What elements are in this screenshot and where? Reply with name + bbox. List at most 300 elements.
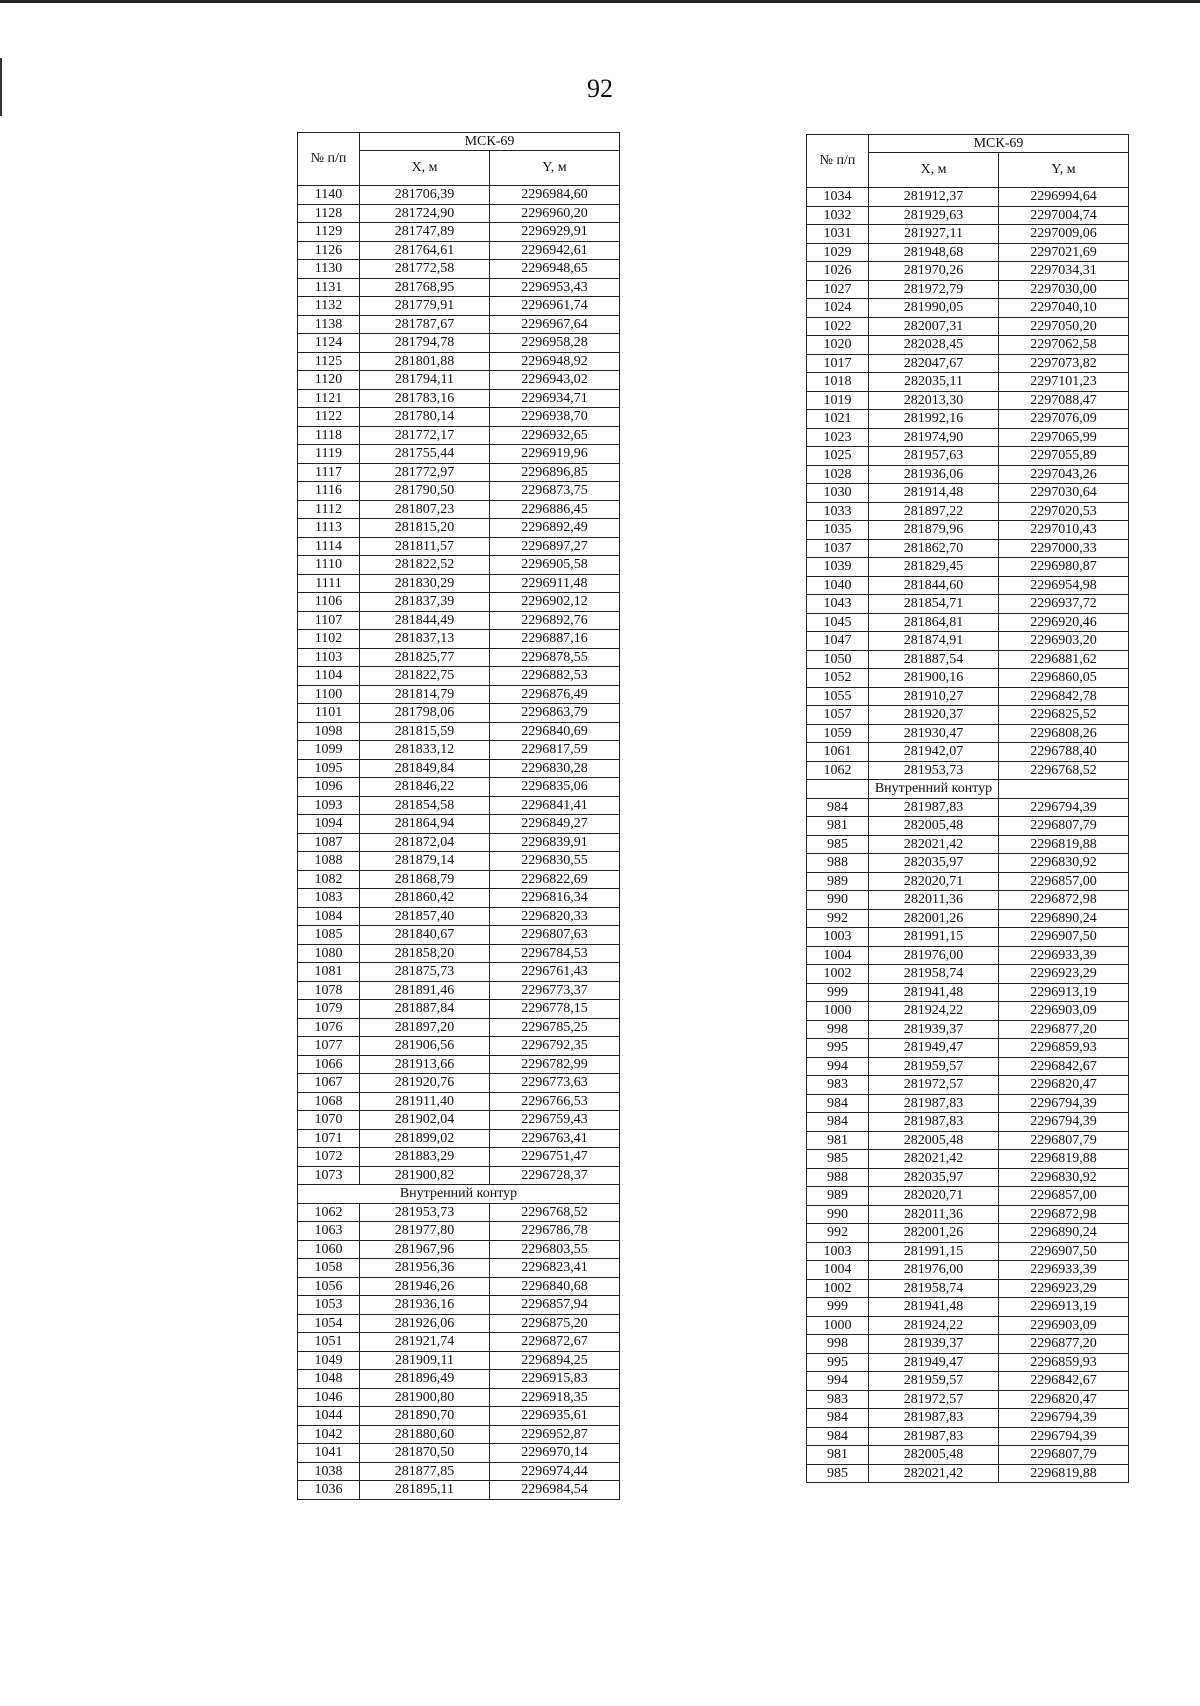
point-number: 1002	[807, 965, 869, 984]
y-coordinate: 2296785,25	[490, 1018, 620, 1037]
x-coordinate: 281844,60	[869, 576, 999, 595]
point-number: 1066	[298, 1055, 360, 1074]
y-coordinate: 2297065,99	[999, 428, 1129, 447]
y-coordinate: 2296984,60	[490, 186, 620, 205]
table-row	[807, 1316, 1129, 1335]
x-coordinate: 282035,97	[869, 1168, 999, 1187]
x-coordinate: 281991,15	[869, 928, 999, 947]
x-coordinate: 281946,26	[360, 1277, 490, 1296]
x-coordinate: 281927,11	[869, 225, 999, 244]
point-number: 981	[807, 1446, 869, 1465]
x-coordinate: 281860,42	[360, 889, 490, 908]
point-number: 988	[807, 854, 869, 873]
table-row	[298, 1055, 620, 1074]
x-coordinate: 281854,71	[869, 595, 999, 614]
table-row	[807, 410, 1129, 429]
x-coordinate: 281790,50	[360, 482, 490, 501]
y-coordinate: 2296835,06	[490, 778, 620, 797]
point-number: 1043	[807, 595, 869, 614]
point-number: 1095	[298, 759, 360, 778]
section-row	[807, 780, 1129, 799]
x-coordinate: 281877,85	[360, 1462, 490, 1481]
table-row	[807, 1113, 1129, 1132]
y-coordinate: 2296948,92	[490, 352, 620, 371]
table-row	[298, 778, 620, 797]
x-coordinate: 282021,42	[869, 1464, 999, 1483]
y-coordinate: 2297030,64	[999, 484, 1129, 503]
table-row	[807, 687, 1129, 706]
page-number: 92	[587, 74, 613, 103]
y-coordinate: 2297000,33	[999, 539, 1129, 558]
header-y: Y, м	[490, 151, 620, 186]
x-coordinate: 281858,20	[360, 944, 490, 963]
point-number: 1079	[298, 1000, 360, 1019]
y-coordinate: 2296841,41	[490, 796, 620, 815]
point-number: 1130	[298, 260, 360, 279]
table-row	[298, 1277, 620, 1296]
point-number: 1024	[807, 299, 869, 318]
point-number: 1118	[298, 426, 360, 445]
table-row	[807, 1409, 1129, 1428]
x-coordinate: 281921,74	[360, 1333, 490, 1352]
table-row	[807, 706, 1129, 725]
point-number: 983	[807, 1390, 869, 1409]
x-coordinate: 281794,11	[360, 371, 490, 390]
table-row	[298, 1037, 620, 1056]
point-number: 1117	[298, 463, 360, 482]
point-number: 1126	[298, 241, 360, 260]
table-row	[807, 650, 1129, 669]
y-coordinate: 2296923,29	[999, 965, 1129, 984]
table-row	[298, 630, 620, 649]
table-row	[298, 1222, 620, 1241]
y-coordinate: 2297040,10	[999, 299, 1129, 318]
x-coordinate: 281883,29	[360, 1148, 490, 1167]
table-row	[807, 946, 1129, 965]
point-number: 990	[807, 1205, 869, 1224]
y-coordinate: 2296819,88	[999, 1150, 1129, 1169]
point-number: 995	[807, 1353, 869, 1372]
x-coordinate: 281972,79	[869, 280, 999, 299]
y-coordinate: 2296892,49	[490, 519, 620, 538]
table-row	[298, 1333, 620, 1352]
x-coordinate: 281924,22	[869, 1316, 999, 1335]
y-coordinate: 2296875,20	[490, 1314, 620, 1333]
table-row	[807, 539, 1129, 558]
x-coordinate: 281880,60	[360, 1425, 490, 1444]
y-coordinate: 2296980,87	[999, 558, 1129, 577]
x-coordinate: 282011,36	[869, 891, 999, 910]
point-number: 1119	[298, 445, 360, 464]
point-number: 1082	[298, 870, 360, 889]
point-number: 1038	[298, 1462, 360, 1481]
x-coordinate: 281780,14	[360, 408, 490, 427]
point-number: 1004	[807, 1261, 869, 1280]
table-row	[807, 798, 1129, 817]
x-coordinate: 281879,96	[869, 521, 999, 540]
table-row	[298, 1407, 620, 1426]
x-coordinate: 281787,67	[360, 315, 490, 334]
point-number: 1029	[807, 243, 869, 262]
y-coordinate: 2296913,19	[999, 983, 1129, 1002]
header-system: МСК-69	[360, 133, 620, 151]
x-coordinate: 281772,17	[360, 426, 490, 445]
header-x: X, м	[869, 153, 999, 188]
point-number: 1034	[807, 188, 869, 207]
table-row	[298, 1000, 620, 1019]
y-coordinate: 2296842,67	[999, 1057, 1129, 1076]
table-row	[298, 1388, 620, 1407]
y-coordinate: 2296961,74	[490, 297, 620, 316]
y-coordinate: 2296792,35	[490, 1037, 620, 1056]
point-number: 1057	[807, 706, 869, 725]
table-row	[298, 1462, 620, 1481]
table-row	[807, 854, 1129, 873]
x-coordinate: 281959,57	[869, 1057, 999, 1076]
table-row	[298, 870, 620, 889]
y-coordinate: 2296882,53	[490, 667, 620, 686]
y-coordinate: 2296911,48	[490, 574, 620, 593]
table-row	[298, 648, 620, 667]
table-row	[298, 1351, 620, 1370]
table-row	[807, 1372, 1129, 1391]
point-number: 989	[807, 1187, 869, 1206]
point-number: 999	[807, 983, 869, 1002]
y-coordinate: 2296816,34	[490, 889, 620, 908]
table-row	[298, 722, 620, 741]
y-coordinate: 2296942,61	[490, 241, 620, 260]
y-coordinate: 2296768,52	[490, 1203, 620, 1222]
point-number: 1021	[807, 410, 869, 429]
y-coordinate: 2296823,41	[490, 1259, 620, 1278]
point-number: 1030	[807, 484, 869, 503]
point-number: 983	[807, 1076, 869, 1095]
x-coordinate: 282005,48	[869, 1131, 999, 1150]
y-coordinate: 2296860,05	[999, 669, 1129, 688]
table-row	[298, 537, 620, 556]
point-number: 1110	[298, 556, 360, 575]
y-coordinate: 2296890,24	[999, 909, 1129, 928]
point-number: 1004	[807, 946, 869, 965]
point-number: 1059	[807, 724, 869, 743]
y-coordinate: 2296820,47	[999, 1390, 1129, 1409]
x-coordinate: 281987,83	[869, 1427, 999, 1446]
table-row	[298, 1166, 620, 1185]
table-row	[807, 299, 1129, 318]
x-coordinate: 281958,74	[869, 1279, 999, 1298]
x-coordinate: 281987,83	[869, 1094, 999, 1113]
y-coordinate: 2296803,55	[490, 1240, 620, 1259]
table-row	[807, 1094, 1129, 1113]
x-coordinate: 281948,68	[869, 243, 999, 262]
y-coordinate: 2297030,00	[999, 280, 1129, 299]
table-header	[807, 135, 1129, 188]
point-number: 1125	[298, 352, 360, 371]
point-number: 984	[807, 1113, 869, 1132]
table-row	[807, 262, 1129, 281]
y-coordinate: 2296794,39	[999, 1409, 1129, 1428]
point-number: 1067	[298, 1074, 360, 1093]
table-row	[298, 315, 620, 334]
x-coordinate: 282047,67	[869, 354, 999, 373]
point-number: 1129	[298, 223, 360, 242]
y-coordinate: 2296794,39	[999, 1113, 1129, 1132]
point-number: 1071	[298, 1129, 360, 1148]
table-row	[298, 1203, 620, 1222]
x-coordinate: 281870,50	[360, 1444, 490, 1463]
table-row	[298, 297, 620, 316]
y-coordinate: 2296819,88	[999, 1464, 1129, 1483]
y-coordinate: 2296830,55	[490, 852, 620, 871]
x-coordinate: 281953,73	[869, 761, 999, 780]
point-number: 1114	[298, 537, 360, 556]
point-number: 984	[807, 1409, 869, 1428]
point-number: 994	[807, 1057, 869, 1076]
section-row	[298, 1185, 620, 1204]
y-coordinate: 2296840,68	[490, 1277, 620, 1296]
y-coordinate: 2296929,91	[490, 223, 620, 242]
y-coordinate: 2296839,91	[490, 833, 620, 852]
y-coordinate: 2296894,25	[490, 1351, 620, 1370]
y-coordinate: 2296794,39	[999, 1427, 1129, 1446]
point-number: 1061	[807, 743, 869, 762]
x-coordinate: 281939,37	[869, 1335, 999, 1354]
point-number: 988	[807, 1168, 869, 1187]
x-coordinate: 282007,31	[869, 317, 999, 336]
x-coordinate: 281872,04	[360, 833, 490, 852]
y-coordinate: 2296907,50	[999, 1242, 1129, 1261]
table-row	[298, 1444, 620, 1463]
table-row	[298, 241, 620, 260]
y-coordinate: 2297076,09	[999, 410, 1129, 429]
point-number: 1068	[298, 1092, 360, 1111]
y-coordinate: 2296820,33	[490, 907, 620, 926]
y-coordinate: 2296952,87	[490, 1425, 620, 1444]
x-coordinate: 281887,84	[360, 1000, 490, 1019]
table-row	[807, 872, 1129, 891]
x-coordinate: 282035,11	[869, 373, 999, 392]
y-coordinate: 2296903,09	[999, 1316, 1129, 1335]
x-coordinate: 281890,70	[360, 1407, 490, 1426]
y-coordinate: 2296830,92	[999, 1168, 1129, 1187]
x-coordinate: 281849,84	[360, 759, 490, 778]
table-row	[298, 926, 620, 945]
point-number: 1053	[298, 1296, 360, 1315]
x-coordinate: 282035,97	[869, 854, 999, 873]
x-coordinate: 281970,26	[869, 262, 999, 281]
y-coordinate: 2296857,00	[999, 1187, 1129, 1206]
table-row	[298, 574, 620, 593]
table-row	[298, 1074, 620, 1093]
x-coordinate: 281987,83	[869, 798, 999, 817]
y-coordinate: 2296892,76	[490, 611, 620, 630]
x-coordinate: 282001,26	[869, 909, 999, 928]
table-row	[807, 1187, 1129, 1206]
y-coordinate: 2296778,15	[490, 1000, 620, 1019]
x-coordinate: 281755,44	[360, 445, 490, 464]
point-number: 985	[807, 835, 869, 854]
y-coordinate: 2296974,44	[490, 1462, 620, 1481]
y-coordinate: 2296872,98	[999, 891, 1129, 910]
point-number: 1045	[807, 613, 869, 632]
x-coordinate: 281825,77	[360, 648, 490, 667]
point-number: 1101	[298, 704, 360, 723]
table-row	[807, 280, 1129, 299]
table-row	[807, 965, 1129, 984]
y-coordinate: 2296807,79	[999, 817, 1129, 836]
y-coordinate: 2297062,58	[999, 336, 1129, 355]
x-coordinate: 281899,02	[360, 1129, 490, 1148]
y-coordinate: 2296915,83	[490, 1370, 620, 1389]
y-coordinate: 2296876,49	[490, 685, 620, 704]
x-coordinate: 281900,16	[869, 669, 999, 688]
y-coordinate: 2296863,79	[490, 704, 620, 723]
point-number: 1084	[298, 907, 360, 926]
x-coordinate: 281830,29	[360, 574, 490, 593]
point-number: 1046	[298, 1388, 360, 1407]
x-coordinate: 281939,37	[869, 1020, 999, 1039]
x-coordinate: 282028,45	[869, 336, 999, 355]
point-number: 1113	[298, 519, 360, 538]
y-coordinate: 2296881,62	[999, 650, 1129, 669]
x-coordinate: 281837,39	[360, 593, 490, 612]
y-coordinate: 2297055,89	[999, 447, 1129, 466]
y-coordinate: 2296897,27	[490, 537, 620, 556]
table-row	[298, 1018, 620, 1037]
point-number: 1017	[807, 354, 869, 373]
table-row	[807, 1131, 1129, 1150]
table-row	[807, 1298, 1129, 1317]
x-coordinate: 281864,94	[360, 815, 490, 834]
y-coordinate: 2297088,47	[999, 391, 1129, 410]
table-row	[298, 352, 620, 371]
table-row	[298, 278, 620, 297]
table-row	[298, 1111, 620, 1130]
header-system: МСК-69	[869, 135, 1129, 153]
y-coordinate: 2297021,69	[999, 243, 1129, 262]
y-coordinate: 2296953,43	[490, 278, 620, 297]
table-row	[298, 1370, 620, 1389]
x-coordinate: 281846,22	[360, 778, 490, 797]
point-number: 981	[807, 1131, 869, 1150]
point-number: 981	[807, 817, 869, 836]
point-number: 1031	[807, 225, 869, 244]
y-coordinate: 2296763,41	[490, 1129, 620, 1148]
point-number: 1120	[298, 371, 360, 390]
x-coordinate: 282005,48	[869, 1446, 999, 1465]
x-coordinate: 281920,37	[869, 706, 999, 725]
table-row	[807, 1076, 1129, 1095]
y-coordinate: 2296822,69	[490, 870, 620, 889]
y-coordinate: 2296923,29	[999, 1279, 1129, 1298]
y-coordinate: 2296913,19	[999, 1298, 1129, 1317]
point-number: 1002	[807, 1279, 869, 1298]
table-row	[298, 445, 620, 464]
point-number: 985	[807, 1464, 869, 1483]
y-coordinate: 2296902,12	[490, 593, 620, 612]
table-row	[807, 1279, 1129, 1298]
x-coordinate: 281957,63	[869, 447, 999, 466]
y-coordinate: 2296761,43	[490, 963, 620, 982]
point-number: 1028	[807, 465, 869, 484]
point-number: 1019	[807, 391, 869, 410]
point-number: 1023	[807, 428, 869, 447]
x-coordinate: 281942,07	[869, 743, 999, 762]
y-coordinate: 2296842,67	[999, 1372, 1129, 1391]
header-x: X, м	[360, 151, 490, 186]
point-number: 995	[807, 1039, 869, 1058]
y-coordinate: 2296919,96	[490, 445, 620, 464]
x-coordinate: 282011,36	[869, 1205, 999, 1224]
table-row	[298, 463, 620, 482]
x-coordinate: 281972,57	[869, 1076, 999, 1095]
y-coordinate: 2296970,14	[490, 1444, 620, 1463]
x-coordinate: 281914,48	[869, 484, 999, 503]
y-coordinate: 2296954,98	[999, 576, 1129, 595]
table-row	[298, 944, 620, 963]
table-row	[298, 796, 620, 815]
point-number: 1025	[807, 447, 869, 466]
point-number: 989	[807, 872, 869, 891]
x-coordinate: 281920,76	[360, 1074, 490, 1093]
y-coordinate: 2296857,00	[999, 872, 1129, 891]
point-number: 1076	[298, 1018, 360, 1037]
point-number: 1055	[807, 687, 869, 706]
table-row	[807, 835, 1129, 854]
table-row	[298, 260, 620, 279]
x-coordinate: 281941,48	[869, 1298, 999, 1317]
table-header	[298, 133, 620, 186]
y-coordinate: 2296759,43	[490, 1111, 620, 1130]
x-coordinate: 282013,30	[869, 391, 999, 410]
table-row	[298, 223, 620, 242]
point-number: 1093	[298, 796, 360, 815]
point-number: 1026	[807, 262, 869, 281]
table-body	[298, 186, 620, 1500]
table-row	[807, 1390, 1129, 1409]
x-coordinate: 281991,15	[869, 1242, 999, 1261]
y-coordinate: 2296782,99	[490, 1055, 620, 1074]
table-row	[298, 426, 620, 445]
point-number: 1098	[298, 722, 360, 741]
table-row	[807, 206, 1129, 225]
section-label: Внутренний контур	[298, 1185, 620, 1204]
point-number: 1128	[298, 204, 360, 223]
table-row	[807, 558, 1129, 577]
table-row	[807, 188, 1129, 207]
y-coordinate: 2296934,71	[490, 389, 620, 408]
table-body	[807, 188, 1129, 1483]
y-coordinate: 2296857,94	[490, 1296, 620, 1315]
table-row	[807, 1205, 1129, 1224]
table-row	[807, 1020, 1129, 1039]
point-number: 1088	[298, 852, 360, 871]
point-number: 999	[807, 1298, 869, 1317]
point-number: 1047	[807, 632, 869, 651]
y-coordinate: 2296958,28	[490, 334, 620, 353]
header-num: № п/п	[807, 135, 869, 188]
header-y: Y, м	[999, 153, 1129, 188]
x-coordinate: 281987,83	[869, 1113, 999, 1132]
x-coordinate: 281900,82	[360, 1166, 490, 1185]
y-coordinate: 2296728,37	[490, 1166, 620, 1185]
y-coordinate: 2297073,82	[999, 354, 1129, 373]
y-coordinate: 2296918,35	[490, 1388, 620, 1407]
x-coordinate: 281815,20	[360, 519, 490, 538]
point-number: 1107	[298, 611, 360, 630]
x-coordinate: 281895,11	[360, 1481, 490, 1500]
table-row	[298, 667, 620, 686]
